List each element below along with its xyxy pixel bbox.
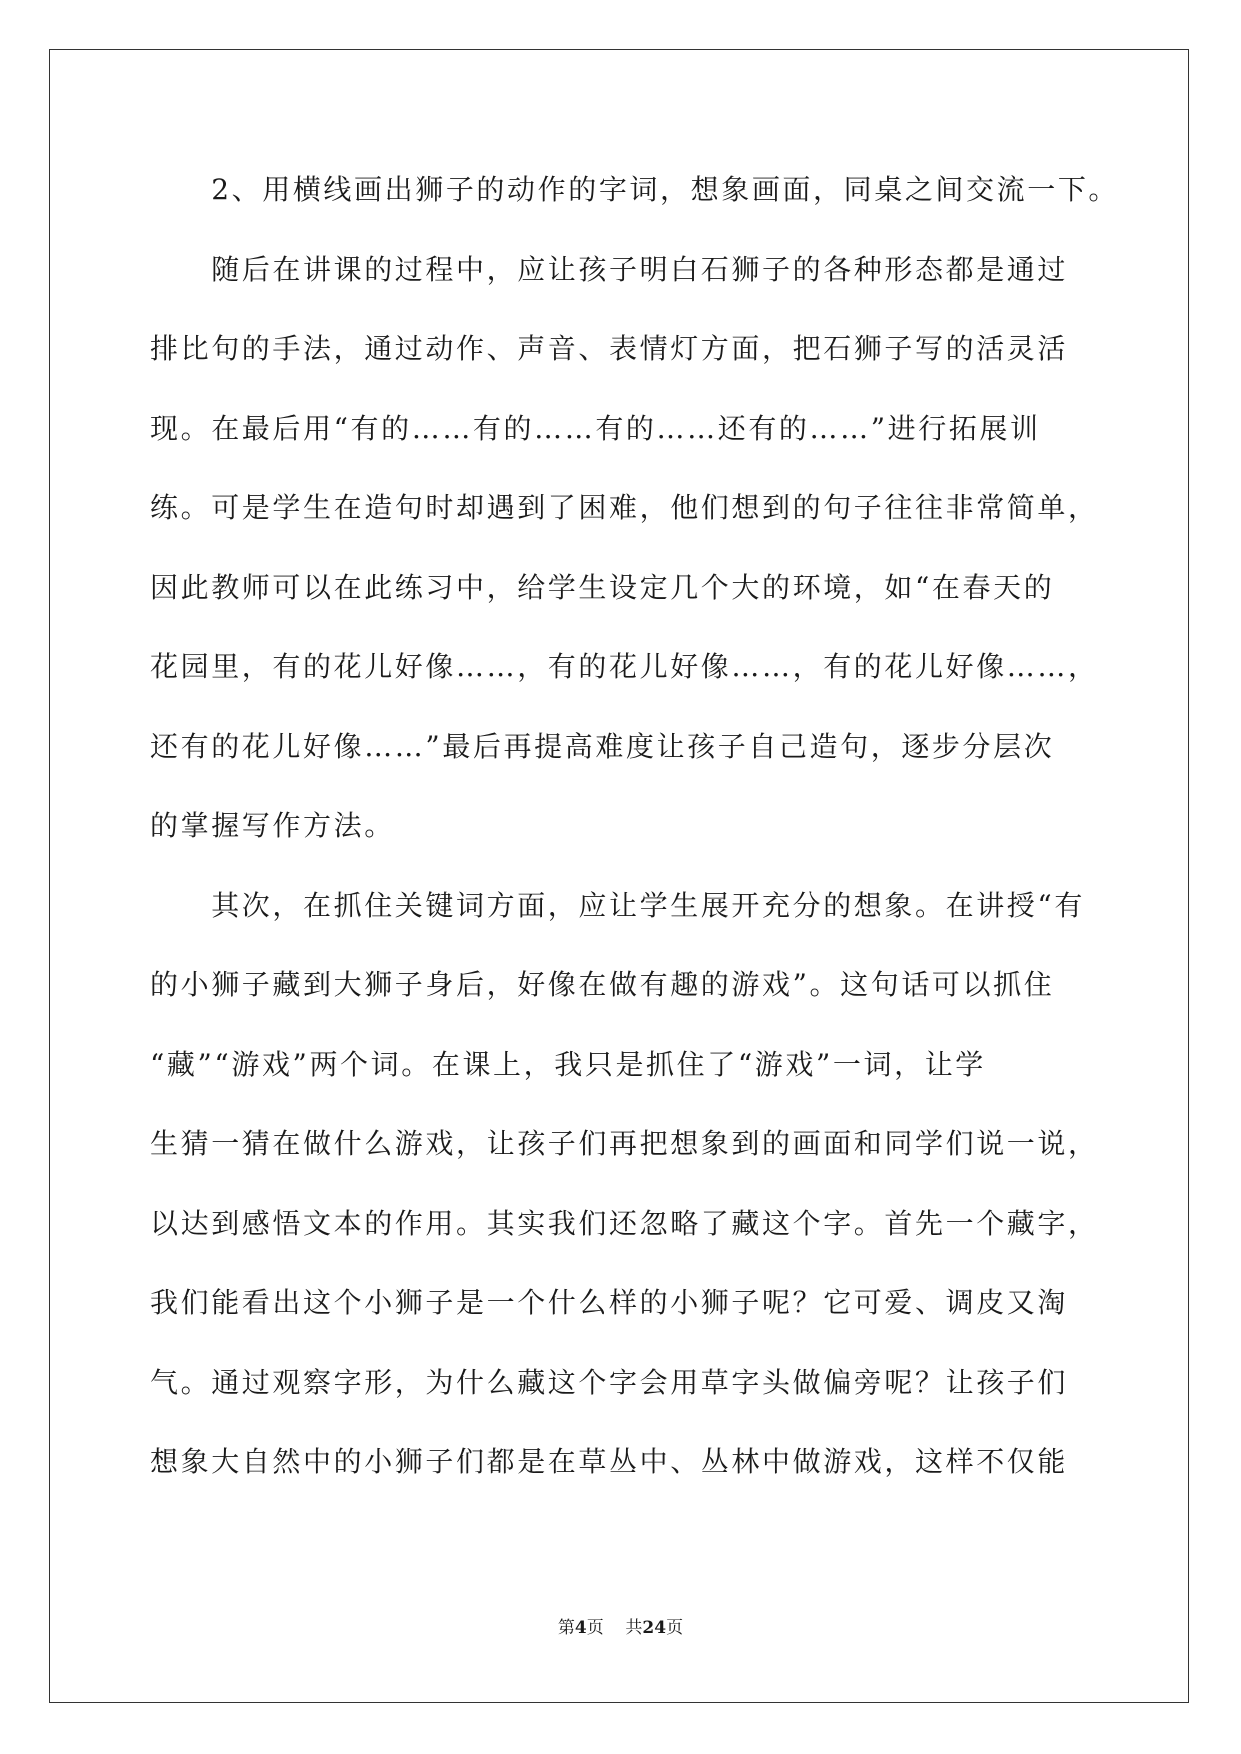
page-footer xyxy=(0,1617,1241,1639)
text-line: 气。通过观察字形，为什么藏这个字会用草字头做偏旁呢？让孩子们 xyxy=(150,1365,1069,1399)
total-pages: 24 xyxy=(642,1618,667,1638)
text-line: 的小狮子藏到大狮子身后，好像在做有趣的游戏”。这句话可以抓住 xyxy=(150,968,1055,1001)
text-line: 随后在讲课的过程中，应让孩子明白石狮子的各种形态都是通过 xyxy=(150,252,1069,286)
text-line: 2、用横线画出狮子的动作的字词，想象画面，同桌之间交流一下。 xyxy=(150,173,1120,206)
page-number: 4 xyxy=(574,1618,587,1638)
text-line: 现。在最后用“有的……有的……有的……还有的……”进行拓展训 xyxy=(150,411,1041,445)
text-line: 生猜一猜在做什么游戏，让孩子们再把想象到的画面和同学们说一说， xyxy=(150,1127,1099,1160)
text-line: 我们能看出这个小狮子是一个什么样的小狮子呢？它可爱、调皮又淘 xyxy=(150,1286,1069,1319)
page-prefix: 第 xyxy=(557,1618,575,1638)
total-prefix: 共 xyxy=(625,1618,643,1638)
text-line: 排比句的手法，通过动作、声音、表情灯方面，把石狮子写的活灵活 xyxy=(150,332,1069,365)
document-body xyxy=(150,166,1120,1518)
text-line: “藏”“游戏”两个词。在课上，我只是抓住了“游戏”一词，让学 xyxy=(150,1047,986,1081)
total-suffix: 页 xyxy=(666,1618,684,1638)
page-suffix: 页 xyxy=(586,1618,604,1638)
text-line: 因此教师可以在此练习中，给学生设定几个大的环境，如“在春天的 xyxy=(150,570,1055,604)
text-line: 想象大自然中的小狮子们都是在草丛中、丛林中做游戏，这样不仅能 xyxy=(150,1445,1069,1478)
text-line: 的掌握写作方法。 xyxy=(150,809,395,842)
text-line: 还有的花儿好像……”最后再提高难度让孩子自己造句，逐步分层次 xyxy=(150,729,1055,763)
text-line: 花园里，有的花儿好像……，有的花儿好像……，有的花儿好像……， xyxy=(150,650,1099,683)
text-line: 以达到感悟文本的作用。其实我们还忽略了藏这个字。首先一个藏字， xyxy=(150,1206,1099,1240)
text-line: 其次，在抓住关键词方面，应让学生展开充分的想象。在讲授“有 xyxy=(150,888,1085,922)
text-line: 练。可是学生在造句时却遇到了困难，他们想到的句子往往非常简单， xyxy=(150,491,1099,524)
